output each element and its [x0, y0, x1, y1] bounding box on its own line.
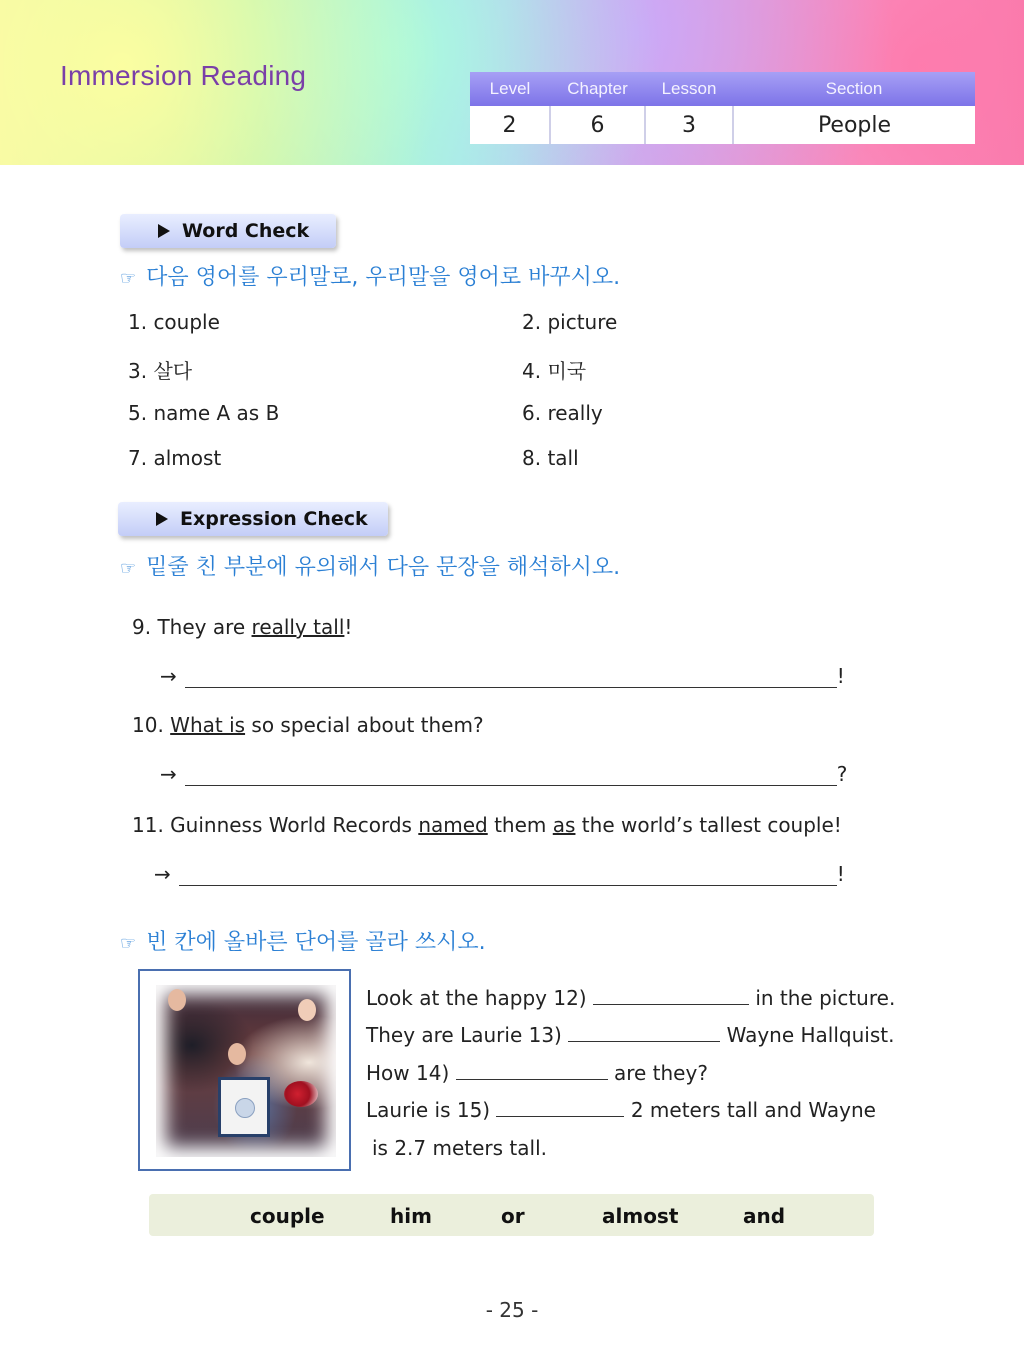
pointing-hand-icon: ☞	[120, 268, 137, 289]
expression-check-instruction: ☞ 밑줄 친 부분에 유의해서 다음 문장을 해석하시오.	[120, 555, 621, 580]
pointing-hand-icon: ☞	[120, 933, 137, 954]
header-banner	[0, 0, 1024, 165]
word-bank-item: him	[390, 1204, 432, 1228]
word-item-2: 2. picture	[522, 310, 618, 334]
page-number: - 25 -	[485, 1298, 539, 1322]
blank-15[interactable]	[496, 1098, 624, 1117]
question-11: 11. Guinness World Records named them as the world’s tallest couple!	[132, 813, 842, 837]
bouquet-image	[284, 1081, 318, 1107]
col-section: Section	[733, 72, 975, 106]
value-lesson: 3	[645, 106, 733, 144]
story-line-5: is 2.7 meters tall.	[372, 1136, 547, 1160]
story-line-3: How 14) are they?	[366, 1061, 708, 1085]
man-face	[168, 989, 186, 1011]
col-level: Level	[470, 72, 550, 106]
word-bank-item: or	[501, 1204, 525, 1228]
word-check-instruction: ☞ 다음 영어를 우리말로, 우리말을 영어로 바꾸시오.	[120, 265, 621, 290]
word-bank-item: couple	[250, 1204, 325, 1228]
value-section: People	[733, 106, 975, 144]
play-triangle-icon	[156, 512, 168, 526]
word-item-5: 5. name A as B	[128, 401, 280, 425]
blank-12[interactable]	[593, 986, 749, 1005]
story-line-4: Laurie is 15) 2 meters tall and Wayne	[366, 1098, 876, 1122]
woman-face	[298, 999, 316, 1021]
col-lesson: Lesson	[645, 72, 733, 106]
center-man-face	[228, 1043, 246, 1065]
col-chapter: Chapter	[550, 72, 645, 106]
question-9: 9. They are really tall!	[132, 615, 353, 639]
word-bank	[149, 1194, 874, 1236]
word-bank-item: and	[743, 1204, 786, 1228]
story-line-2: They are Laurie 13) Wayne Hallquist.	[366, 1023, 895, 1047]
answer-line-11[interactable]: → !	[154, 862, 845, 886]
word-item-1: 1. couple	[128, 310, 220, 334]
pointing-hand-icon: ☞	[120, 558, 137, 579]
blank-13[interactable]	[568, 1023, 720, 1042]
lesson-info-table	[470, 72, 975, 144]
answer-line-9[interactable]: → !	[160, 664, 845, 688]
play-triangle-icon	[158, 224, 170, 238]
value-chapter: 6	[550, 106, 645, 144]
certificate-image	[218, 1077, 270, 1137]
value-level: 2	[470, 106, 550, 144]
fill-blank-instruction: ☞ 빈 칸에 올바른 단어를 골라 쓰시오.	[120, 930, 486, 955]
couple-photo-frame	[138, 969, 351, 1171]
word-item-6: 6. really	[522, 401, 603, 425]
word-check-label: Word Check	[120, 214, 336, 248]
word-item-3: 3. 살다	[128, 359, 193, 383]
word-item-8: 8. tall	[522, 446, 579, 470]
brand-title: Immersion Reading	[60, 60, 307, 91]
question-10: 10. What is so special about them?	[132, 713, 484, 737]
couple-photo	[156, 985, 336, 1157]
expression-check-label: Expression Check	[118, 502, 388, 536]
blank-14[interactable]	[456, 1061, 608, 1080]
word-item-4: 4. 미국	[522, 359, 587, 383]
story-line-1: Look at the happy 12) in the picture.	[366, 986, 896, 1010]
answer-line-10[interactable]: → ?	[160, 762, 848, 786]
word-item-7: 7. almost	[128, 446, 222, 470]
certificate-seal-icon	[235, 1098, 255, 1118]
word-bank-item: almost	[602, 1204, 679, 1228]
